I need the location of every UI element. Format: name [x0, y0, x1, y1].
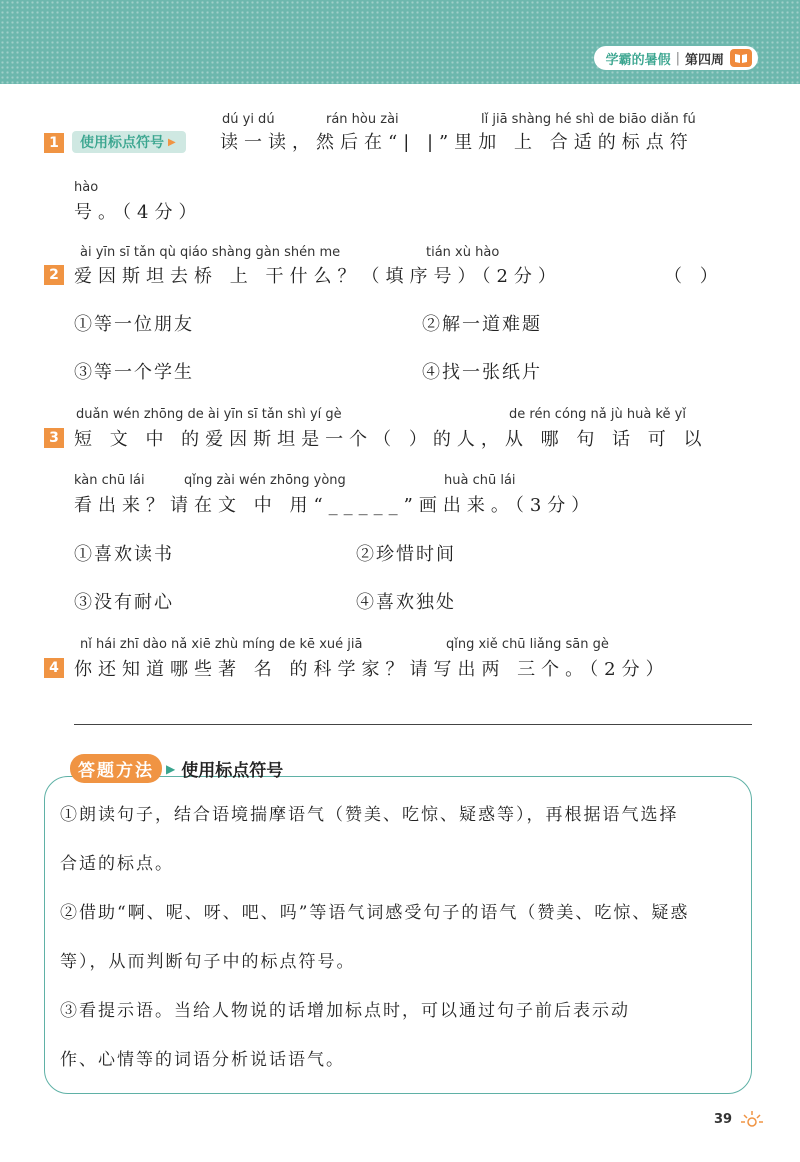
method-line-1: ①朗读句子，结合语境揣摩语气（赞美、吃惊、疑惑等），再根据语气选择 — [60, 805, 679, 825]
q2-line1: 爱因斯坦去桥 上 干什么？（填序号）（2分） — [74, 266, 562, 287]
section-divider — [74, 724, 752, 725]
method-line-4: 等），从而判断句子中的标点符号。 — [60, 952, 356, 972]
q1-pinyin-c: lǐ jiā shàng hé shì de biāo diǎn fú — [481, 112, 696, 127]
q1-tag-label: 使用标点符号 — [80, 135, 164, 151]
q2-option-1[interactable]: ①等一位朋友 — [74, 314, 194, 335]
sun-icon — [740, 1108, 764, 1136]
q1-tag — [72, 131, 186, 153]
section-title: 学霸的暑假 — [605, 52, 671, 68]
q2-option-3[interactable]: ③等一个学生 — [74, 362, 194, 383]
method-line-5: ③看提示语。当给人物说的话增加标点时，可以通过句子前后表示动 — [60, 1001, 630, 1021]
q3-option-1[interactable]: ①喜欢读书 — [74, 544, 174, 565]
q4-line1: 你还知道哪些著 名 的科学家？请写出两 三个。（2分） — [74, 659, 670, 680]
method-badge: 答题方法 — [70, 754, 162, 783]
q3-line2: 看出来？请在文 中 用“_____”画出来。（3分） — [74, 495, 596, 516]
q2-option-2[interactable]: ②解一道难题 — [422, 314, 542, 335]
q2-pinyin-a: ài yīn sī tǎn qù qiáo shàng gàn shén me — [80, 245, 341, 260]
q2-number: 2 — [44, 265, 64, 285]
q3-pinyin-c: kàn chū lái — [74, 473, 145, 488]
method-line-2: 合适的标点。 — [60, 854, 174, 874]
q1-pinyin-d: hào — [74, 180, 99, 195]
q3-number: 3 — [44, 428, 64, 448]
q3-option-3[interactable]: ③没有耐心 — [74, 592, 174, 613]
q3-pinyin-b: de rén cóng nǎ jù huà kě yǐ — [509, 407, 686, 422]
q3-option-2[interactable]: ②珍惜时间 — [356, 544, 456, 565]
q4-pinyin-a: nǐ hái zhī dào nǎ xiē zhù míng de kē xué jiā — [80, 637, 363, 652]
q3-pinyin-a: duǎn wén zhōng de ài yīn sī tǎn shì yí gè — [76, 407, 342, 422]
q3-pinyin-d: qǐng zài wén zhōng yòng — [184, 473, 346, 488]
q3-line1: 短 文 中 的爱因斯坦是一个（ ）的人，从 哪 句 话 可 以 — [74, 429, 708, 450]
q2-answer-blank[interactable]: （ ） — [664, 266, 724, 287]
q4-number: 4 — [44, 658, 64, 678]
q2-pinyin-b: tián xù hào — [426, 245, 500, 260]
q1-line1: 读一读，然后在“| |”里加 上 合适的标点符 — [220, 132, 694, 153]
q3-pinyin-e: huà chū lái — [444, 473, 516, 488]
q4-pinyin-b: qǐng xiě chū liǎng sān gè — [446, 637, 609, 652]
page-number: 39 — [714, 1112, 733, 1127]
method-title — [70, 754, 283, 783]
method-subtitle: 使用标点符号 — [181, 761, 284, 781]
week-label: 第四周 — [684, 52, 724, 68]
method-line-3: ②借助“啊、呢、呀、吧、吗”等语气词感受句子的语气（赞美、吃惊、疑惑 — [60, 903, 690, 923]
q1-pinyin-b: rán hòu zài — [326, 112, 399, 127]
method-arrow-icon: ▶ — [166, 761, 176, 776]
method-line-6: 作、心情等的词语分析说话语气。 — [60, 1050, 345, 1070]
q1-number: 1 — [44, 133, 64, 153]
q1-line2: 号。（4分） — [74, 202, 203, 223]
q1-pinyin-a: dú yi dú — [222, 112, 275, 127]
q2-option-4[interactable]: ④找一张纸片 — [422, 362, 542, 383]
q3-option-4[interactable]: ④喜欢独处 — [356, 592, 456, 613]
q1-tag-arrow-icon: ▶ — [168, 136, 176, 148]
tab-separator: | — [675, 50, 680, 66]
week-tab — [594, 46, 758, 70]
book-icon — [730, 49, 752, 67]
header-band — [0, 0, 800, 84]
